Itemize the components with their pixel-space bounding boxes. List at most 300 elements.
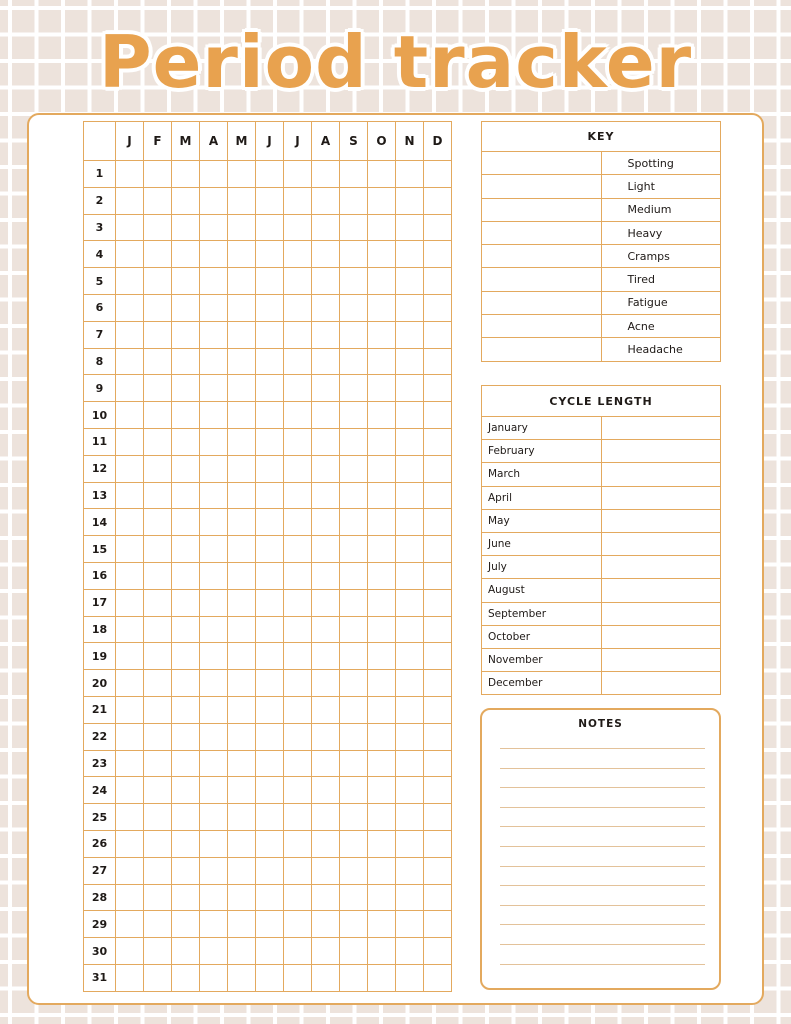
tracker-cell[interactable] (368, 321, 396, 348)
tracker-cell[interactable] (144, 241, 172, 268)
tracker-cell[interactable] (256, 830, 284, 857)
tracker-cell[interactable] (368, 375, 396, 402)
tracker-cell[interactable] (396, 964, 424, 991)
tracker-cell[interactable] (172, 911, 200, 938)
key-swatch[interactable] (482, 245, 602, 268)
tracker-cell[interactable] (200, 670, 228, 697)
tracker-cell[interactable] (340, 536, 368, 563)
note-line[interactable] (500, 787, 705, 788)
tracker-cell[interactable] (116, 214, 144, 241)
key-swatch[interactable] (482, 152, 602, 175)
tracker-cell[interactable] (144, 268, 172, 295)
tracker-cell[interactable] (368, 938, 396, 965)
tracker-cell[interactable] (396, 268, 424, 295)
tracker-cell[interactable] (284, 830, 312, 857)
tracker-cell[interactable] (284, 294, 312, 321)
tracker-cell[interactable] (200, 428, 228, 455)
tracker-cell[interactable] (284, 589, 312, 616)
tracker-cell[interactable] (424, 214, 452, 241)
tracker-cell[interactable] (144, 670, 172, 697)
tracker-cell[interactable] (340, 375, 368, 402)
tracker-cell[interactable] (312, 321, 340, 348)
tracker-cell[interactable] (424, 804, 452, 831)
tracker-cell[interactable] (312, 428, 340, 455)
tracker-cell[interactable] (368, 616, 396, 643)
tracker-cell[interactable] (312, 911, 340, 938)
tracker-cell[interactable] (172, 428, 200, 455)
tracker-cell[interactable] (312, 830, 340, 857)
cycle-length-cell[interactable] (601, 556, 721, 579)
tracker-cell[interactable] (172, 938, 200, 965)
note-line[interactable] (500, 866, 705, 867)
tracker-cell[interactable] (144, 696, 172, 723)
tracker-cell[interactable] (424, 268, 452, 295)
tracker-cell[interactable] (396, 670, 424, 697)
tracker-cell[interactable] (172, 214, 200, 241)
tracker-cell[interactable] (200, 750, 228, 777)
tracker-cell[interactable] (312, 643, 340, 670)
tracker-cell[interactable] (396, 509, 424, 536)
tracker-cell[interactable] (200, 884, 228, 911)
tracker-cell[interactable] (172, 161, 200, 188)
tracker-cell[interactable] (116, 509, 144, 536)
tracker-cell[interactable] (368, 670, 396, 697)
tracker-cell[interactable] (228, 643, 256, 670)
tracker-cell[interactable] (256, 294, 284, 321)
tracker-cell[interactable] (144, 509, 172, 536)
tracker-cell[interactable] (424, 348, 452, 375)
tracker-cell[interactable] (116, 375, 144, 402)
tracker-cell[interactable] (144, 643, 172, 670)
tracker-cell[interactable] (340, 589, 368, 616)
tracker-cell[interactable] (396, 938, 424, 965)
tracker-cell[interactable] (396, 696, 424, 723)
tracker-cell[interactable] (340, 214, 368, 241)
tracker-cell[interactable] (312, 616, 340, 643)
tracker-cell[interactable] (256, 804, 284, 831)
tracker-cell[interactable] (172, 455, 200, 482)
tracker-cell[interactable] (340, 455, 368, 482)
tracker-cell[interactable] (368, 589, 396, 616)
tracker-cell[interactable] (172, 723, 200, 750)
tracker-cell[interactable] (424, 428, 452, 455)
tracker-cell[interactable] (256, 723, 284, 750)
tracker-cell[interactable] (172, 562, 200, 589)
tracker-cell[interactable] (116, 562, 144, 589)
tracker-cell[interactable] (144, 214, 172, 241)
tracker-cell[interactable] (116, 294, 144, 321)
tracker-cell[interactable] (424, 643, 452, 670)
tracker-cell[interactable] (396, 455, 424, 482)
tracker-cell[interactable] (172, 241, 200, 268)
tracker-cell[interactable] (256, 375, 284, 402)
tracker-cell[interactable] (396, 830, 424, 857)
tracker-cell[interactable] (256, 589, 284, 616)
key-swatch[interactable] (482, 221, 602, 244)
tracker-cell[interactable] (368, 750, 396, 777)
tracker-cell[interactable] (312, 214, 340, 241)
tracker-cell[interactable] (200, 402, 228, 429)
tracker-cell[interactable] (396, 857, 424, 884)
tracker-cell[interactable] (116, 482, 144, 509)
cycle-length-cell[interactable] (601, 532, 721, 555)
tracker-cell[interactable] (340, 857, 368, 884)
tracker-cell[interactable] (284, 616, 312, 643)
tracker-cell[interactable] (396, 161, 424, 188)
tracker-cell[interactable] (200, 616, 228, 643)
tracker-cell[interactable] (172, 375, 200, 402)
tracker-cell[interactable] (228, 241, 256, 268)
tracker-cell[interactable] (172, 830, 200, 857)
tracker-cell[interactable] (144, 161, 172, 188)
tracker-cell[interactable] (396, 643, 424, 670)
tracker-cell[interactable] (116, 161, 144, 188)
tracker-cell[interactable] (340, 884, 368, 911)
tracker-cell[interactable] (284, 375, 312, 402)
tracker-cell[interactable] (424, 187, 452, 214)
tracker-cell[interactable] (228, 187, 256, 214)
tracker-cell[interactable] (200, 938, 228, 965)
tracker-cell[interactable] (228, 375, 256, 402)
tracker-cell[interactable] (368, 482, 396, 509)
tracker-cell[interactable] (284, 455, 312, 482)
tracker-cell[interactable] (116, 348, 144, 375)
tracker-cell[interactable] (172, 589, 200, 616)
tracker-cell[interactable] (284, 509, 312, 536)
tracker-cell[interactable] (116, 321, 144, 348)
tracker-cell[interactable] (284, 428, 312, 455)
tracker-cell[interactable] (116, 964, 144, 991)
tracker-cell[interactable] (340, 804, 368, 831)
tracker-cell[interactable] (284, 938, 312, 965)
tracker-cell[interactable] (116, 616, 144, 643)
tracker-cell[interactable] (116, 187, 144, 214)
tracker-cell[interactable] (200, 161, 228, 188)
tracker-cell[interactable] (284, 643, 312, 670)
tracker-cell[interactable] (396, 241, 424, 268)
tracker-cell[interactable] (116, 241, 144, 268)
tracker-cell[interactable] (368, 428, 396, 455)
tracker-cell[interactable] (368, 241, 396, 268)
tracker-cell[interactable] (340, 723, 368, 750)
tracker-cell[interactable] (116, 750, 144, 777)
note-line[interactable] (500, 885, 705, 886)
tracker-cell[interactable] (228, 670, 256, 697)
tracker-cell[interactable] (144, 428, 172, 455)
tracker-cell[interactable] (424, 536, 452, 563)
tracker-cell[interactable] (368, 777, 396, 804)
tracker-cell[interactable] (312, 536, 340, 563)
tracker-cell[interactable] (228, 294, 256, 321)
note-line[interactable] (500, 944, 705, 945)
tracker-cell[interactable] (228, 750, 256, 777)
tracker-cell[interactable] (284, 804, 312, 831)
tracker-cell[interactable] (116, 938, 144, 965)
tracker-cell[interactable] (228, 723, 256, 750)
tracker-cell[interactable] (312, 348, 340, 375)
tracker-cell[interactable] (424, 402, 452, 429)
tracker-cell[interactable] (116, 830, 144, 857)
tracker-cell[interactable] (228, 562, 256, 589)
tracker-cell[interactable] (340, 643, 368, 670)
tracker-cell[interactable] (200, 509, 228, 536)
key-swatch[interactable] (482, 198, 602, 221)
key-swatch[interactable] (482, 338, 602, 361)
tracker-cell[interactable] (284, 696, 312, 723)
tracker-cell[interactable] (396, 884, 424, 911)
tracker-cell[interactable] (200, 723, 228, 750)
tracker-cell[interactable] (256, 268, 284, 295)
tracker-cell[interactable] (368, 911, 396, 938)
tracker-cell[interactable] (228, 964, 256, 991)
tracker-cell[interactable] (312, 670, 340, 697)
tracker-cell[interactable] (172, 964, 200, 991)
tracker-cell[interactable] (312, 938, 340, 965)
key-swatch[interactable] (482, 175, 602, 198)
note-line[interactable] (500, 807, 705, 808)
tracker-cell[interactable] (424, 294, 452, 321)
tracker-cell[interactable] (256, 214, 284, 241)
tracker-cell[interactable] (144, 536, 172, 563)
tracker-cell[interactable] (284, 777, 312, 804)
tracker-cell[interactable] (144, 804, 172, 831)
tracker-cell[interactable] (312, 750, 340, 777)
tracker-cell[interactable] (144, 482, 172, 509)
tracker-cell[interactable] (340, 696, 368, 723)
tracker-cell[interactable] (396, 348, 424, 375)
tracker-cell[interactable] (340, 750, 368, 777)
tracker-cell[interactable] (144, 964, 172, 991)
tracker-cell[interactable] (256, 616, 284, 643)
tracker-cell[interactable] (312, 268, 340, 295)
tracker-cell[interactable] (284, 268, 312, 295)
tracker-cell[interactable] (368, 268, 396, 295)
tracker-cell[interactable] (368, 402, 396, 429)
tracker-cell[interactable] (144, 857, 172, 884)
tracker-cell[interactable] (340, 321, 368, 348)
cycle-length-cell[interactable] (601, 625, 721, 648)
tracker-cell[interactable] (228, 589, 256, 616)
tracker-cell[interactable] (172, 402, 200, 429)
tracker-cell[interactable] (312, 241, 340, 268)
tracker-cell[interactable] (256, 857, 284, 884)
tracker-cell[interactable] (172, 348, 200, 375)
tracker-cell[interactable] (396, 402, 424, 429)
tracker-cell[interactable] (340, 777, 368, 804)
key-swatch[interactable] (482, 291, 602, 314)
tracker-cell[interactable] (284, 884, 312, 911)
tracker-cell[interactable] (200, 455, 228, 482)
tracker-cell[interactable] (312, 884, 340, 911)
tracker-cell[interactable] (396, 214, 424, 241)
tracker-cell[interactable] (340, 268, 368, 295)
note-line[interactable] (500, 964, 705, 965)
tracker-cell[interactable] (424, 509, 452, 536)
tracker-cell[interactable] (284, 536, 312, 563)
tracker-cell[interactable] (284, 321, 312, 348)
note-line[interactable] (500, 905, 705, 906)
tracker-cell[interactable] (228, 428, 256, 455)
tracker-cell[interactable] (116, 911, 144, 938)
tracker-cell[interactable] (424, 375, 452, 402)
tracker-cell[interactable] (228, 509, 256, 536)
cycle-length-cell[interactable] (601, 509, 721, 532)
tracker-cell[interactable] (312, 589, 340, 616)
tracker-cell[interactable] (312, 964, 340, 991)
tracker-cell[interactable] (228, 348, 256, 375)
tracker-cell[interactable] (284, 161, 312, 188)
tracker-cell[interactable] (368, 830, 396, 857)
tracker-cell[interactable] (396, 428, 424, 455)
tracker-cell[interactable] (144, 455, 172, 482)
tracker-cell[interactable] (144, 830, 172, 857)
tracker-cell[interactable] (396, 777, 424, 804)
tracker-cell[interactable] (256, 643, 284, 670)
tracker-cell[interactable] (228, 214, 256, 241)
tracker-cell[interactable] (228, 455, 256, 482)
tracker-cell[interactable] (144, 589, 172, 616)
note-line[interactable] (500, 748, 705, 749)
tracker-cell[interactable] (340, 938, 368, 965)
tracker-cell[interactable] (256, 348, 284, 375)
tracker-cell[interactable] (368, 964, 396, 991)
tracker-cell[interactable] (200, 562, 228, 589)
tracker-cell[interactable] (228, 696, 256, 723)
tracker-cell[interactable] (228, 616, 256, 643)
tracker-cell[interactable] (424, 830, 452, 857)
note-line[interactable] (500, 826, 705, 827)
tracker-cell[interactable] (396, 187, 424, 214)
key-swatch[interactable] (482, 315, 602, 338)
tracker-cell[interactable] (340, 402, 368, 429)
tracker-cell[interactable] (340, 616, 368, 643)
tracker-cell[interactable] (172, 804, 200, 831)
tracker-cell[interactable] (256, 402, 284, 429)
tracker-cell[interactable] (144, 911, 172, 938)
tracker-cell[interactable] (312, 402, 340, 429)
tracker-cell[interactable] (256, 884, 284, 911)
tracker-cell[interactable] (228, 268, 256, 295)
tracker-cell[interactable] (396, 750, 424, 777)
tracker-cell[interactable] (144, 294, 172, 321)
tracker-cell[interactable] (200, 268, 228, 295)
tracker-cell[interactable] (228, 857, 256, 884)
tracker-cell[interactable] (424, 670, 452, 697)
key-swatch[interactable] (482, 268, 602, 291)
tracker-cell[interactable] (424, 857, 452, 884)
tracker-cell[interactable] (312, 723, 340, 750)
tracker-cell[interactable] (200, 321, 228, 348)
tracker-cell[interactable] (200, 643, 228, 670)
tracker-cell[interactable] (228, 911, 256, 938)
tracker-cell[interactable] (144, 723, 172, 750)
tracker-cell[interactable] (312, 455, 340, 482)
tracker-cell[interactable] (144, 884, 172, 911)
tracker-cell[interactable] (256, 161, 284, 188)
tracker-cell[interactable] (340, 294, 368, 321)
tracker-cell[interactable] (424, 911, 452, 938)
cycle-length-cell[interactable] (601, 440, 721, 463)
cycle-length-cell[interactable] (601, 463, 721, 486)
tracker-cell[interactable] (396, 294, 424, 321)
tracker-cell[interactable] (144, 562, 172, 589)
tracker-cell[interactable] (256, 187, 284, 214)
tracker-cell[interactable] (340, 670, 368, 697)
tracker-cell[interactable] (340, 187, 368, 214)
tracker-cell[interactable] (284, 964, 312, 991)
tracker-cell[interactable] (172, 294, 200, 321)
tracker-cell[interactable] (368, 187, 396, 214)
tracker-cell[interactable] (200, 375, 228, 402)
tracker-cell[interactable] (228, 938, 256, 965)
tracker-cell[interactable] (116, 670, 144, 697)
tracker-cell[interactable] (312, 482, 340, 509)
tracker-cell[interactable] (144, 187, 172, 214)
tracker-cell[interactable] (200, 696, 228, 723)
tracker-cell[interactable] (368, 161, 396, 188)
tracker-cell[interactable] (144, 938, 172, 965)
tracker-cell[interactable] (200, 777, 228, 804)
tracker-cell[interactable] (116, 268, 144, 295)
tracker-cell[interactable] (340, 562, 368, 589)
tracker-cell[interactable] (116, 643, 144, 670)
tracker-cell[interactable] (256, 777, 284, 804)
tracker-cell[interactable] (284, 911, 312, 938)
tracker-cell[interactable] (172, 536, 200, 563)
tracker-cell[interactable] (200, 482, 228, 509)
tracker-cell[interactable] (116, 402, 144, 429)
tracker-cell[interactable] (340, 241, 368, 268)
tracker-cell[interactable] (368, 723, 396, 750)
tracker-cell[interactable] (284, 482, 312, 509)
tracker-cell[interactable] (368, 536, 396, 563)
tracker-cell[interactable] (312, 161, 340, 188)
tracker-cell[interactable] (424, 750, 452, 777)
cycle-length-cell[interactable] (601, 486, 721, 509)
tracker-cell[interactable] (368, 804, 396, 831)
tracker-cell[interactable] (256, 509, 284, 536)
note-line[interactable] (500, 924, 705, 925)
note-line[interactable] (500, 846, 705, 847)
tracker-cell[interactable] (368, 348, 396, 375)
tracker-cell[interactable] (172, 777, 200, 804)
tracker-cell[interactable] (284, 214, 312, 241)
tracker-cell[interactable] (424, 161, 452, 188)
tracker-cell[interactable] (228, 536, 256, 563)
tracker-cell[interactable] (424, 964, 452, 991)
tracker-cell[interactable] (340, 509, 368, 536)
tracker-cell[interactable] (396, 804, 424, 831)
tracker-cell[interactable] (144, 375, 172, 402)
tracker-cell[interactable] (424, 482, 452, 509)
tracker-cell[interactable] (172, 187, 200, 214)
tracker-cell[interactable] (284, 402, 312, 429)
tracker-cell[interactable] (144, 321, 172, 348)
tracker-cell[interactable] (396, 616, 424, 643)
tracker-cell[interactable] (172, 696, 200, 723)
tracker-cell[interactable] (228, 402, 256, 429)
tracker-cell[interactable] (172, 268, 200, 295)
tracker-cell[interactable] (144, 348, 172, 375)
tracker-cell[interactable] (284, 187, 312, 214)
tracker-cell[interactable] (144, 777, 172, 804)
tracker-cell[interactable] (424, 938, 452, 965)
tracker-cell[interactable] (284, 348, 312, 375)
tracker-cell[interactable] (200, 187, 228, 214)
tracker-cell[interactable] (200, 589, 228, 616)
tracker-cell[interactable] (312, 696, 340, 723)
tracker-cell[interactable] (368, 214, 396, 241)
